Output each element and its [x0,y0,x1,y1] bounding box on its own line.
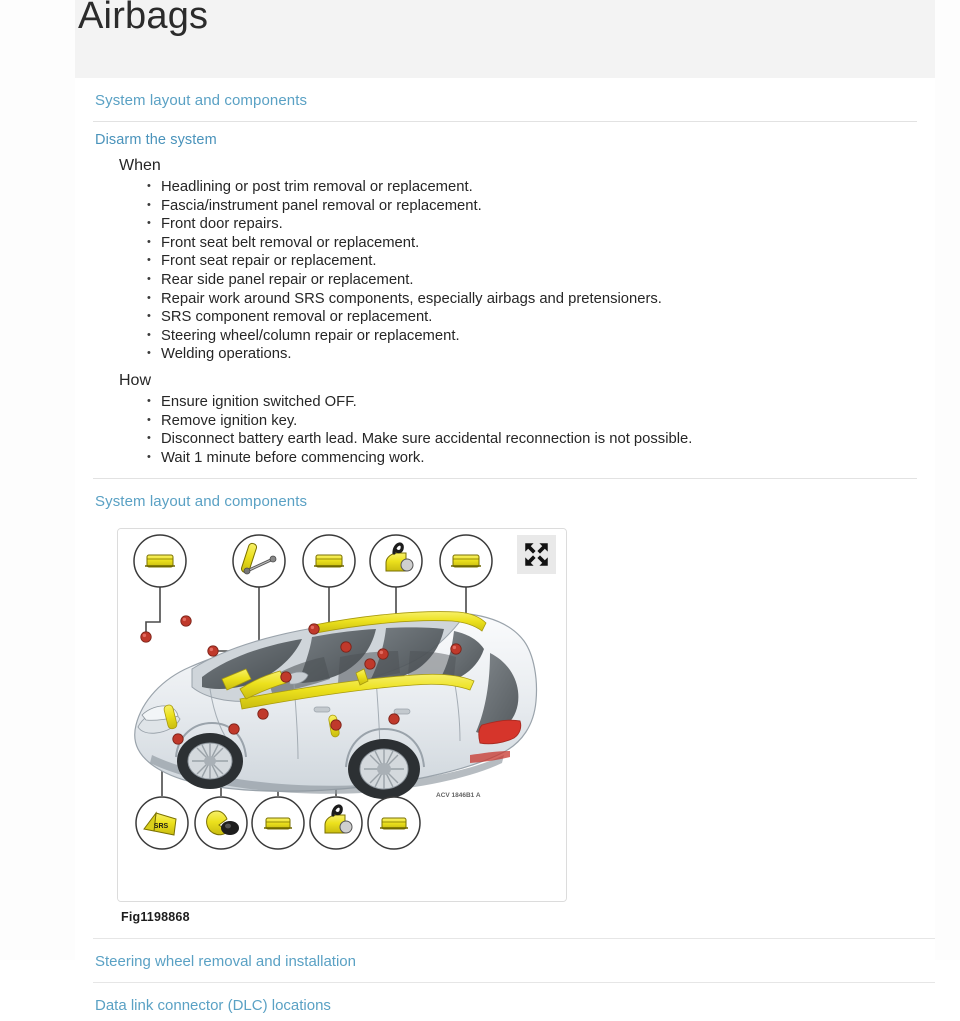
list-item: • SRS component removal or replacement. [147,308,935,327]
expand-arrows-glyph [523,541,550,568]
svg-text:SRS: SRS [153,823,169,831]
list-item: • Rear side panel repair or replacement. [147,271,935,290]
section-heading-steering-wheel[interactable]: Steering wheel removal and installation [95,953,356,971]
list-item: • Front seat belt removal or replacement. [147,234,935,253]
figure-box[interactable] [117,528,567,902]
how-list [75,393,935,469]
page-title: Airbags [78,0,209,37]
section-heading-system-layout-2[interactable]: System layout and components [95,493,308,511]
list-item: • Repair work around SRS components, especially airbags and pretensioners. [147,290,935,309]
group-label-how: How [119,371,152,389]
list-item: • Fascia/instrument panel removal or replacement. [147,197,935,216]
when-list [75,178,935,366]
document-content [75,78,935,1015]
group-label-when: When [119,157,161,174]
section-heading-dlc-locations[interactable]: Data link connector (DLC) locations [95,997,331,1015]
section-heading-system-layout[interactable]: System layout and components [95,92,308,109]
figure-caption: Fig1198868 [121,910,190,925]
list-item: • Front door repairs. [147,215,935,234]
subsection-heading-disarm-the-system[interactable]: Disarm the system [95,132,217,148]
list-item: • Steering wheel/column repair or replacement. [147,327,935,346]
expand-arrows-icon[interactable] [517,535,556,574]
figure-wrapper [75,522,935,924]
airbag-system-diagram [118,529,567,902]
list-item: • Welding operations. [147,345,935,364]
list-item: • Remove ignition key. [147,412,935,431]
list-item: • Headlining or post trim removal or replacement. [147,178,935,197]
list-item: • Front seat repair or replacement. [147,252,935,271]
list-item: • Ensure ignition switched OFF. [147,393,935,412]
list-item: • Disconnect battery earth lead. Make sure accidental reconnection is not possible. [147,430,935,449]
svg-text:ACV 1846B1 A: ACV 1846B1 A [436,792,481,800]
list-item: • Wait 1 minute before commencing work. [147,449,935,468]
